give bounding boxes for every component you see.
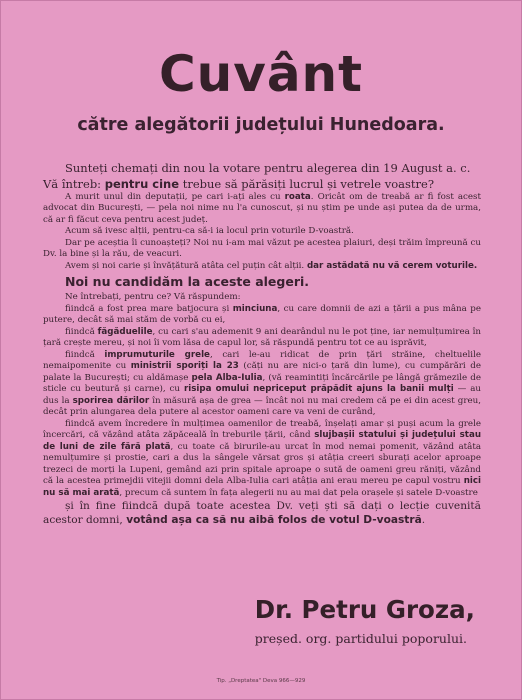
text-span: (căți nu are nici-o țară din lume), cu cumpărări de palate la București; cu aldămașe: [43, 361, 481, 383]
text-span: .: [421, 513, 426, 526]
printer-imprint: Tip. „Dreptatea" Deva 966—929: [216, 678, 306, 684]
text-span: . Oricât om de treabă ar fi fost acest advocat din București, — pela noi nime nu l'a cunoscut, și nu știm pe unde ași putea da de urma, că ar fi făcut ceva pentru acest județ.: [43, 191, 481, 225]
text-span: trebue să părăsiți lucrul și vetrele voastre?: [179, 176, 435, 191]
text-span: Vă întreb:: [43, 176, 105, 191]
page-title: Cuvânt: [158, 45, 364, 103]
emphasis-text: nici nu să mai arată: [43, 476, 481, 498]
emphasis-text: ministrii sporiți la 23: [130, 361, 239, 371]
paragraph-6: [43, 261, 481, 273]
text-span: , cu care domnii de azi a țării a pus mâna pe putere, decât să mai stăm de vorbă cu ei,: [43, 303, 481, 325]
paragraph-13: [43, 500, 481, 527]
emphasis-text: imprumuturile grele: [104, 349, 210, 360]
emphasis-text: sporirea dărilor: [72, 395, 150, 406]
emphasis-text: roata: [284, 191, 311, 202]
emphasis-text: dar astădată nu vă cerem voturile.: [306, 260, 478, 271]
paragraph-4: Acum să ivesc alții, pentru-ca să-i ia locul prin voturile D-voastră.: [65, 226, 354, 236]
paragraph-12: [43, 419, 481, 500]
emphasis-text: făgăduelile: [97, 326, 153, 337]
paragraph-11: [43, 350, 481, 419]
emphasis-text: pentru cine: [104, 176, 180, 191]
emphasis-text: minciuna: [232, 303, 278, 314]
emphasis-text: votând așa ca să nu aibă folos de votul D-voastră: [126, 513, 422, 526]
text-span: , cu cari s'au ademenit 9 ani dearândul nu le pot ține, iar nemulțumirea în țară crește mereu, și noi îi vom lăsa de capul lor, să răspundă pentru tot ce au isprăvit,: [43, 326, 482, 348]
paragraph-5: Dar pe aceștia îi cunoașteți? Noi nu i-am mai văzut pe acestea plaiuri, deși trăim împreună cu Dv. la bine și la rău, de veacuri.: [43, 237, 481, 259]
text-span: fiindcă a fost prea mare batjocura și: [65, 303, 233, 314]
signature-name: Dr. Petru Groza,: [254, 595, 475, 624]
text-span: , precum că suntem în fața alegerii nu au mai dat pela orașele și satele D-voastre: [119, 487, 478, 498]
proclamation-body: [43, 161, 481, 527]
paragraph-10: [43, 327, 481, 350]
paragraph-2: [43, 177, 481, 192]
paragraph-8: Ne întrebați, pentru ce? Vă răspundem:: [65, 292, 241, 302]
page-subtitle: către alegătorii județului Hunedoara.: [77, 115, 445, 135]
paragraph-9: [43, 304, 481, 327]
paragraph-3: [43, 192, 481, 227]
text-span: fiindcă: [65, 349, 105, 360]
text-span: fiindcă avem încredere în mulțimea oamenilor de treabă, înșelați amar și puși acum la grele încercări, că văzând atâta zăpăceală în treburile țării, când: [43, 418, 481, 440]
text-span: în măsură așa de grea — încât noi nu mai credem că pe ei din acest greu, decât prin alungarea dela putere al acestor oameni care va veni de curând,: [43, 395, 481, 417]
text-span: Avem și noi carie și învățătură atâta cel puțin cât alții.: [65, 260, 307, 271]
text-span: — au dus la: [43, 384, 481, 406]
text-span: , cu toate că birurile-au urcat în mod nemai pomenit, văzând atâta nemulțumire și prostie, cari a dus la sângele vărsat gros și atâția creeri sburați acelor aproape trezeci de morți la Lupeni, gemând azi prin spitale aproape o sută de oameni greu răniți, văzând că la acestea primejdii vitejii domni dela Alba-Iulia cari atâția ani erau mereu pe capul vostru: [43, 441, 481, 486]
emphasis-text: pela Alba-Iulia: [191, 372, 263, 383]
emphasis-text: risipa omului nepriceput prăpădit ajuns la banii mulți: [183, 384, 454, 394]
text-span: și în fine fiindcă după toate acestea Dv. veți ști să dați o lecție cuvenită acestor domni,: [43, 500, 481, 526]
text-span: A murit unul din deputații, pe cari i-ați ales cu: [65, 191, 285, 202]
paragraph-1: Sunteți chemați din nou la votare pentru alegerea din 19 August a. c.: [65, 161, 471, 175]
text-span: , cari le-au ridicat de prin țări străine, cheltuelile nemaipomenite cu: [43, 349, 481, 371]
text-span: , (vă reamintiți încărcările pe lângă grămezile de sticle cu beutură și carne), cu: [43, 372, 481, 394]
emphasis-text: slujbașii statului și județului stau de luni de zile fără plată: [43, 430, 481, 452]
paragraph-7-headline: Noi nu candidăm la aceste alegeri.: [65, 274, 310, 289]
signature-role: președ. org. partidului poporului.: [254, 631, 467, 646]
text-span: fiindcă: [65, 326, 98, 337]
